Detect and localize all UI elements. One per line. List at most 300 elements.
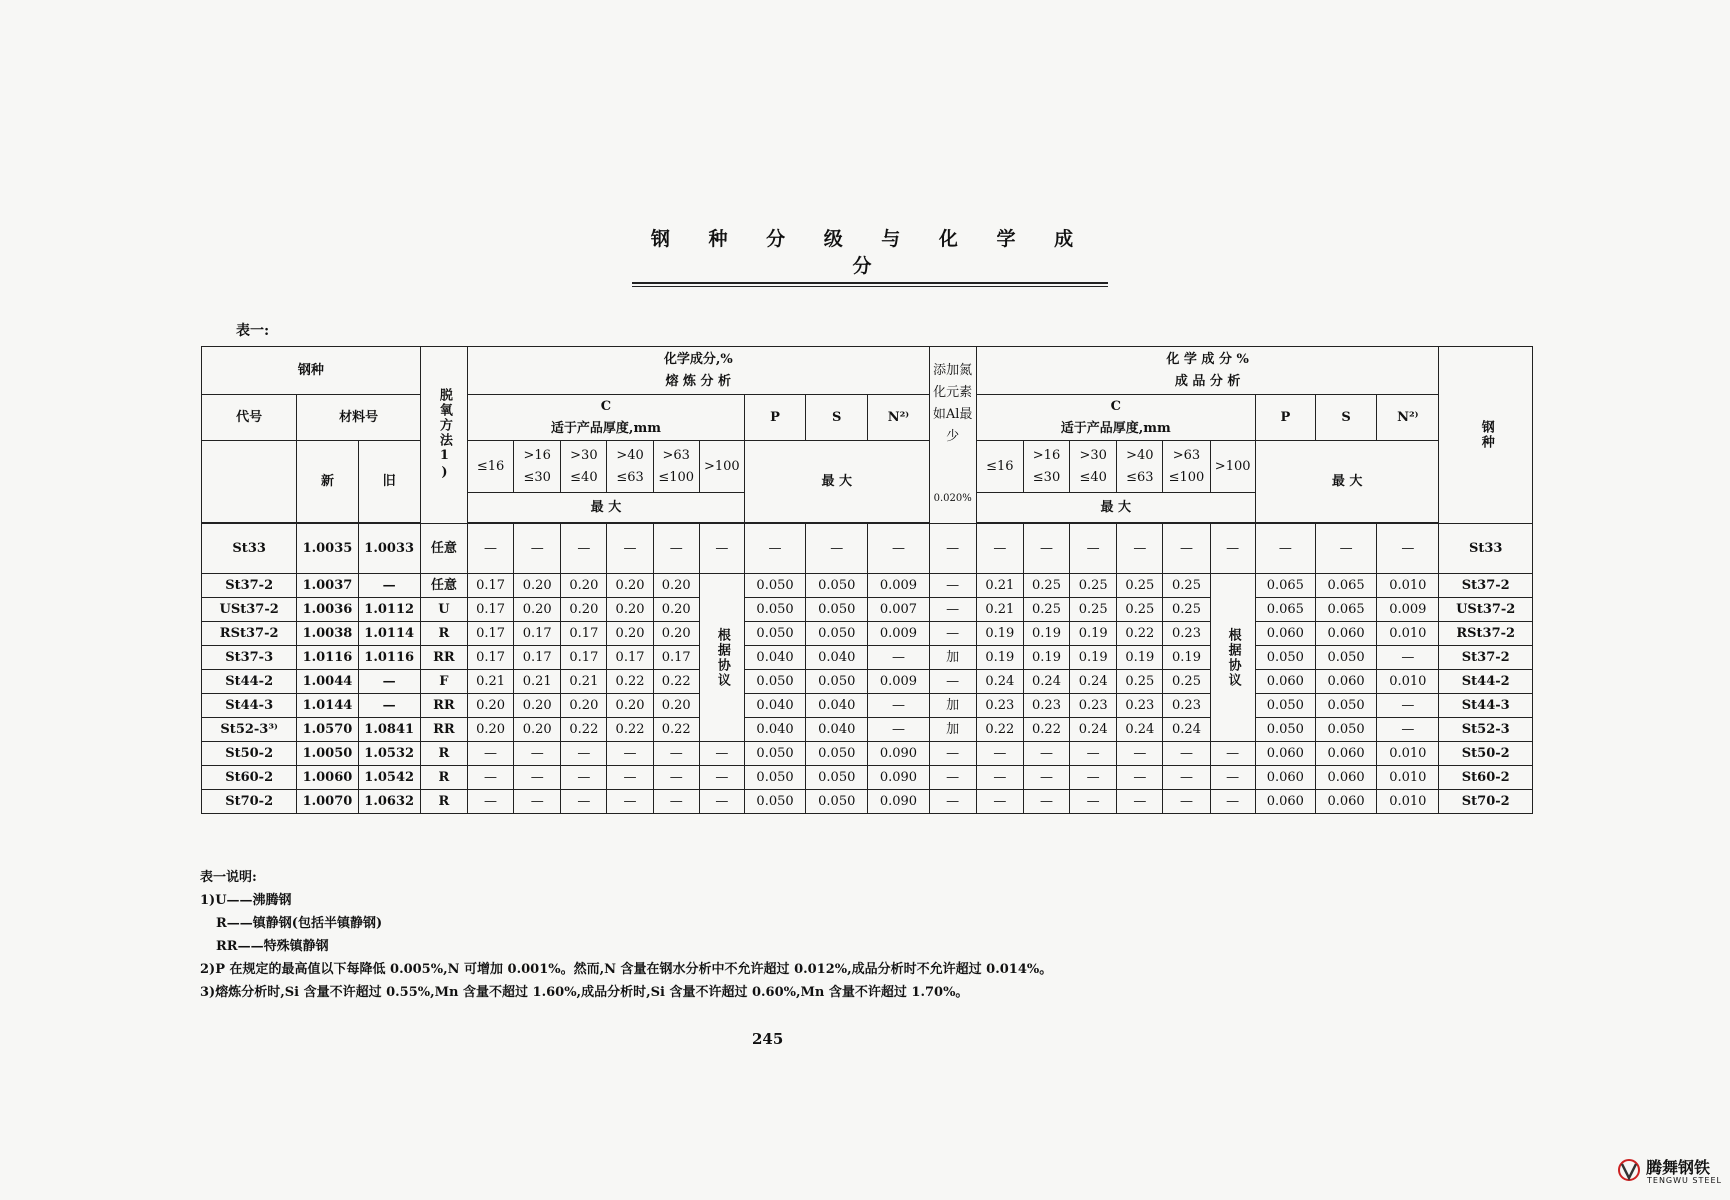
table-row — [202, 670, 1533, 694]
cell-n: — — [868, 694, 929, 718]
cell-c-melt: 0.20 — [514, 694, 561, 718]
cell-c-melt: — — [607, 790, 653, 814]
p-thick-range-4-b: ≤100 — [1168, 469, 1205, 485]
p-thick-range-2-b: ≤40 — [1079, 469, 1107, 485]
cell-c-melt: 0.21 — [561, 670, 607, 694]
cell-material-new: 1.0035 — [297, 524, 358, 574]
header-p-product: P — [1255, 395, 1315, 441]
cell-s: 0.050 — [806, 742, 868, 766]
cell-c-product: 0.24 — [1070, 670, 1117, 694]
cell-s: 0.040 — [806, 646, 868, 670]
header-steel-right: 钢种 — [1439, 347, 1533, 524]
p-thick-range-3-b: ≤63 — [1126, 469, 1154, 485]
cell-p: 0.050 — [744, 670, 805, 694]
cell-c-product: 0.25 — [1070, 574, 1117, 598]
header-material-no: 材料号 — [297, 395, 420, 441]
cell-s: 0.050 — [806, 790, 868, 814]
cell-material-new: 1.0070 — [297, 790, 358, 814]
p-thick-range-4 — [1163, 441, 1210, 493]
table-row — [202, 766, 1533, 790]
cell-n: 0.009 — [868, 574, 929, 598]
cell-c-product: 0.24 — [1163, 718, 1210, 742]
header-c-melt — [467, 395, 744, 441]
cell-c-product: — — [1117, 766, 1163, 790]
cell-p-product: 0.050 — [1255, 646, 1315, 670]
cell-n-product: 0.010 — [1377, 622, 1439, 646]
cell-deox: F — [420, 670, 467, 694]
header-new: 新 — [297, 441, 358, 523]
table-row — [202, 742, 1533, 766]
cell-c-product: 0.19 — [1070, 622, 1117, 646]
cell-c-product: 0.23 — [1163, 694, 1210, 718]
cell-c-melt: 0.20 — [561, 574, 607, 598]
cell-c-product: — — [976, 766, 1023, 790]
cell-c-melt: 0.20 — [607, 598, 653, 622]
cell-c-melt: 0.20 — [653, 622, 699, 646]
cell-n-product: 0.010 — [1377, 790, 1439, 814]
cell-c-melt: 0.17 — [561, 646, 607, 670]
cell-c-melt: — — [467, 790, 513, 814]
cell-c-product: — — [976, 524, 1023, 574]
cell-s: 0.050 — [806, 670, 868, 694]
cell-nitride: — — [929, 766, 976, 790]
cell-material-old: 1.0841 — [358, 718, 420, 742]
cell-n: 0.009 — [868, 622, 929, 646]
header-code: 代号 — [202, 395, 297, 441]
cell-p: 0.050 — [744, 742, 805, 766]
cell-s: — — [806, 524, 868, 574]
cell-material-new: 1.0050 — [297, 742, 358, 766]
cell-c-melt: — — [561, 742, 607, 766]
cell-p-product: 0.065 — [1255, 574, 1315, 598]
table-caption: 表一: — [236, 323, 270, 339]
cell-c-product: — — [1023, 524, 1069, 574]
cell-c-melt: 0.20 — [653, 574, 699, 598]
cell-s-product: 0.065 — [1315, 574, 1376, 598]
cell-p-product: 0.050 — [1255, 694, 1315, 718]
cell-c-product: — — [1117, 790, 1163, 814]
cell-c-product: — — [1117, 742, 1163, 766]
cell-c-product: 0.24 — [976, 670, 1023, 694]
cell-c-melt: 0.17 — [607, 646, 653, 670]
cell-c-melt: — — [514, 742, 561, 766]
header-s: S — [806, 395, 868, 441]
cell-c-product: 0.19 — [976, 622, 1023, 646]
cell-c-melt: — — [699, 524, 744, 574]
cell-n: 0.009 — [868, 670, 929, 694]
cell-p: 0.050 — [744, 622, 805, 646]
cell-steel-name: St33 — [1439, 524, 1533, 574]
cell-c-product: 0.19 — [1070, 646, 1117, 670]
cell-steel-name: St52-3 — [1439, 718, 1533, 742]
cell-c-product: — — [1163, 524, 1210, 574]
cell-code: St37-2 — [202, 574, 297, 598]
cell-c-product: 0.25 — [1023, 574, 1069, 598]
thick-range-5 — [699, 441, 744, 493]
cell-c-product: — — [1210, 790, 1255, 814]
cell-n: 0.090 — [868, 742, 929, 766]
steel-composition-table — [201, 346, 1533, 814]
cell-c-product: 0.22 — [1117, 622, 1163, 646]
cell-p-product: 0.060 — [1255, 670, 1315, 694]
cell-material-new: 1.0044 — [297, 670, 358, 694]
cell-material-new: 1.0570 — [297, 718, 358, 742]
header-s-product: S — [1315, 395, 1376, 441]
cell-nitride: — — [929, 790, 976, 814]
cell-p: 0.050 — [744, 790, 805, 814]
page-title: 钢 种 分 级 与 化 学 成 分 — [632, 224, 1108, 284]
p-thick-range-5-a: >100 — [1214, 458, 1251, 474]
cell-c-product: 0.21 — [976, 574, 1023, 598]
cell-c-product: 0.24 — [1070, 718, 1117, 742]
thick-range-1-a: >16 — [523, 447, 551, 463]
table-row — [202, 790, 1533, 814]
cell-steel-name: St44-2 — [1439, 670, 1533, 694]
cell-material-old: — — [358, 670, 420, 694]
header-product-analysis: 成 品 分 析 — [1174, 373, 1241, 389]
thick-range-1-b: ≤30 — [523, 469, 551, 485]
cell-c-melt: 0.20 — [514, 718, 561, 742]
header-chem-melt-title: 化学成分,% — [663, 351, 733, 367]
cell-n-product: 0.010 — [1377, 670, 1439, 694]
cell-code: St33 — [202, 524, 297, 574]
header-p: P — [744, 395, 805, 441]
cell-p-product: 0.060 — [1255, 766, 1315, 790]
p-thick-range-3 — [1117, 441, 1163, 493]
cell-s: 0.050 — [806, 622, 868, 646]
cell-c-melt: 0.17 — [467, 574, 513, 598]
cell-c-product: — — [1210, 524, 1255, 574]
table-row — [202, 646, 1533, 670]
cell-c-melt: 0.17 — [514, 622, 561, 646]
cell-s-product: 0.065 — [1315, 598, 1376, 622]
thick-range-3-a: >40 — [616, 447, 644, 463]
note-1-u: 1)U——沸腾钢 — [200, 893, 292, 908]
p-thick-range-1 — [1023, 441, 1069, 493]
cell-c-melt: 0.20 — [561, 694, 607, 718]
cell-c-product: — — [1210, 766, 1255, 790]
cell-s-product: 0.050 — [1315, 646, 1376, 670]
cell-c-melt: 0.20 — [467, 718, 513, 742]
note-1-rr: RR——特殊镇静钢 — [216, 939, 329, 954]
table-notes — [200, 866, 1052, 1004]
cell-s: 0.050 — [806, 574, 868, 598]
cell-n: 0.090 — [868, 790, 929, 814]
cell-p: 0.040 — [744, 694, 805, 718]
cell-n: 0.007 — [868, 598, 929, 622]
cell-c-product: 0.25 — [1117, 574, 1163, 598]
header-thickness: 适于产品厚度,mm — [550, 420, 661, 436]
cell-material-new: 1.0144 — [297, 694, 358, 718]
cell-deox: RR — [420, 646, 467, 670]
header-n-product: N²⁾ — [1377, 395, 1439, 441]
cell-code: USt37-2 — [202, 598, 297, 622]
cell-c-melt: 0.22 — [607, 718, 653, 742]
cell-c-product: 0.25 — [1163, 670, 1210, 694]
cell-s: 0.040 — [806, 694, 868, 718]
cell-s: 0.050 — [806, 766, 868, 790]
cell-c-melt: — — [607, 742, 653, 766]
cell-nitride: 加 — [929, 694, 976, 718]
header-thickness-product: 适于产品厚度,mm — [1060, 420, 1171, 436]
cell-c-melt: 0.20 — [607, 622, 653, 646]
cell-p-product: 0.060 — [1255, 742, 1315, 766]
cell-code: St44-2 — [202, 670, 297, 694]
cell-c-melt: — — [653, 524, 699, 574]
cell-code: St37-3 — [202, 646, 297, 670]
cell-s: 0.040 — [806, 718, 868, 742]
cell-c-product: — — [1070, 524, 1117, 574]
cell-code: St52-3³⁾ — [202, 718, 297, 742]
cell-material-old: 1.0116 — [358, 646, 420, 670]
cell-steel-name: St37-2 — [1439, 646, 1533, 670]
table-row — [202, 598, 1533, 622]
header-steel: 钢种 — [202, 347, 421, 395]
cell-c-melt: 0.22 — [561, 718, 607, 742]
cell-c-melt: 0.20 — [514, 598, 561, 622]
p-thick-range-3-a: >40 — [1126, 447, 1154, 463]
cell-s-product: 0.060 — [1315, 766, 1376, 790]
cell-c-product: 0.25 — [1163, 574, 1210, 598]
cell-code: St70-2 — [202, 790, 297, 814]
table-row — [202, 574, 1533, 598]
cell-c-melt: — — [699, 766, 744, 790]
table-row — [202, 622, 1533, 646]
cell-c-melt: 0.20 — [514, 574, 561, 598]
p-thick-range-2-a: >30 — [1079, 447, 1107, 463]
header-old: 旧 — [358, 441, 420, 523]
cell-s: 0.050 — [806, 598, 868, 622]
cell-c-melt: 0.17 — [653, 646, 699, 670]
note-3: 3)熔炼分析时,Si 含量不许超过 0.55%,Mn 含量不超过 1.60%,成品分析时,Si 含量不许超过 0.60%,Mn 含量不许超过 1.70%。 — [200, 985, 969, 1000]
cell-p-product: 0.065 — [1255, 598, 1315, 622]
header-nitride — [929, 347, 976, 524]
cell-c-product: 0.24 — [1023, 670, 1069, 694]
cell-c-melt: 0.17 — [514, 646, 561, 670]
cell-material-old: — — [358, 574, 420, 598]
cell-deox: R — [420, 622, 467, 646]
cell-p-product: 0.060 — [1255, 622, 1315, 646]
cell-c-melt: 0.21 — [514, 670, 561, 694]
thick-range-5-a: >100 — [703, 458, 740, 474]
cell-c-product: 0.19 — [1163, 646, 1210, 670]
p-thick-range-2 — [1070, 441, 1117, 493]
cell-nitride: — — [929, 524, 976, 574]
cell-c-melt: — — [514, 790, 561, 814]
cell-p: 0.040 — [744, 718, 805, 742]
cell-s-product: — — [1315, 524, 1376, 574]
cell-c-product: 0.19 — [976, 646, 1023, 670]
cell-c-melt: 0.22 — [653, 718, 699, 742]
cell-c-product: 0.22 — [976, 718, 1023, 742]
cell-c-melt: — — [699, 742, 744, 766]
thick-range-2 — [561, 441, 607, 493]
cell-n-product: — — [1377, 718, 1439, 742]
cell-p: — — [744, 524, 805, 574]
header-chem-melt — [467, 347, 929, 395]
cell-n-product: — — [1377, 646, 1439, 670]
cell-material-old: 1.0033 — [358, 524, 420, 574]
p-thick-range-0-a: ≤16 — [986, 458, 1014, 474]
cell-deox: 任意 — [420, 524, 467, 574]
cell-s-product: 0.060 — [1315, 670, 1376, 694]
table-row — [202, 524, 1533, 574]
cell-c-product: 0.25 — [1070, 598, 1117, 622]
thick-range-1 — [514, 441, 561, 493]
header-nitride-value: 0.020% — [933, 493, 972, 504]
cell-c-product: 0.23 — [1117, 694, 1163, 718]
cell-material-new: 1.0116 — [297, 646, 358, 670]
cell-steel-name: St37-2 — [1439, 574, 1533, 598]
cell-material-old: 1.0112 — [358, 598, 420, 622]
cell-c-melt: — — [607, 766, 653, 790]
cell-n-product: 0.010 — [1377, 742, 1439, 766]
cell-material-old: 1.0114 — [358, 622, 420, 646]
cell-c-melt: — — [561, 766, 607, 790]
cell-c-melt: 0.20 — [561, 598, 607, 622]
cell-s-product: 0.060 — [1315, 790, 1376, 814]
cell-c-product: 0.19 — [1023, 622, 1069, 646]
cell-p: 0.050 — [744, 766, 805, 790]
cell-c-melt: — — [653, 790, 699, 814]
cell-code: St50-2 — [202, 742, 297, 766]
cell-c-product: 0.23 — [1070, 694, 1117, 718]
cell-c-melt: — — [467, 766, 513, 790]
cell-material-new: 1.0037 — [297, 574, 358, 598]
note-1-r: R——镇静钢(包括半镇静钢) — [216, 916, 383, 931]
cell-agreement-product: 根据协议 — [1210, 574, 1255, 742]
header-psn-max: 最 大 — [744, 441, 929, 523]
cell-c-melt: 0.17 — [561, 622, 607, 646]
cell-c-melt: 0.20 — [607, 574, 653, 598]
cell-c-melt: — — [514, 524, 561, 574]
cell-c-product: — — [976, 742, 1023, 766]
cell-deox: R — [420, 742, 467, 766]
cell-c-product: — — [1023, 766, 1069, 790]
cell-c-melt: — — [561, 790, 607, 814]
cell-c-product: — — [1163, 790, 1210, 814]
header-c-label-product: C — [1110, 398, 1121, 414]
cell-deox: RR — [420, 694, 467, 718]
thick-range-0-a: ≤16 — [476, 458, 505, 474]
cell-n-product: 0.010 — [1377, 574, 1439, 598]
cell-agreement-melt: 根据协议 — [699, 574, 744, 742]
cell-material-old: — — [358, 694, 420, 718]
cell-nitride: — — [929, 574, 976, 598]
cell-nitride: — — [929, 670, 976, 694]
cell-c-product: 0.23 — [976, 694, 1023, 718]
page-number: 245 — [752, 1030, 784, 1048]
p-thick-range-5 — [1210, 441, 1255, 493]
cell-n: 0.090 — [868, 766, 929, 790]
cell-code: RSt37-2 — [202, 622, 297, 646]
cell-c-melt: 0.17 — [467, 598, 513, 622]
header-c-label: C — [600, 398, 612, 414]
cell-c-product: 0.25 — [1117, 670, 1163, 694]
cell-material-new: 1.0038 — [297, 622, 358, 646]
cell-c-product: — — [1163, 742, 1210, 766]
cell-nitride: 加 — [929, 718, 976, 742]
cell-n: — — [868, 646, 929, 670]
cell-c-product: — — [1023, 742, 1069, 766]
cell-c-melt: — — [514, 766, 561, 790]
cell-n: — — [868, 524, 929, 574]
cell-material-old: 1.0542 — [358, 766, 420, 790]
cell-deox: RR — [420, 718, 467, 742]
cell-c-product: — — [1070, 790, 1117, 814]
cell-steel-name: St70-2 — [1439, 790, 1533, 814]
cell-deox: R — [420, 766, 467, 790]
tengwu-logo-icon — [1616, 1158, 1642, 1182]
cell-c-product: 0.19 — [1117, 646, 1163, 670]
header-melt-analysis: 熔 炼 分 析 — [665, 373, 732, 389]
thick-range-0 — [467, 441, 513, 493]
header-code-empty — [202, 441, 297, 523]
cell-c-melt: 0.17 — [467, 646, 513, 670]
cell-c-product: 0.25 — [1023, 598, 1069, 622]
cell-c-melt: — — [467, 742, 513, 766]
header-chem-product — [976, 347, 1439, 395]
cell-c-product: 0.19 — [1023, 646, 1069, 670]
watermark-name: 腾舞钢铁 — [1646, 1158, 1711, 1177]
watermark-logo — [1616, 1154, 1722, 1190]
cell-c-product: 0.23 — [1023, 694, 1069, 718]
cell-material-new: 1.0060 — [297, 766, 358, 790]
cell-s-product: 0.050 — [1315, 718, 1376, 742]
cell-c-melt: 0.22 — [607, 670, 653, 694]
cell-nitride: — — [929, 598, 976, 622]
header-deox-method: 脱氧方法1) — [420, 347, 467, 524]
cell-nitride: — — [929, 622, 976, 646]
cell-p: 0.050 — [744, 598, 805, 622]
cell-n-product: — — [1377, 694, 1439, 718]
p-thick-range-0 — [976, 441, 1023, 493]
cell-n-product: 0.010 — [1377, 766, 1439, 790]
table-header — [202, 347, 1533, 524]
cell-material-old: 1.0632 — [358, 790, 420, 814]
header-product-psn-max: 最 大 — [1255, 441, 1439, 523]
cell-c-melt: — — [561, 524, 607, 574]
header-n: N²⁾ — [868, 395, 929, 441]
cell-c-product: — — [1070, 742, 1117, 766]
cell-c-melt: 0.22 — [653, 670, 699, 694]
cell-c-melt: 0.20 — [467, 694, 513, 718]
cell-s-product: 0.050 — [1315, 694, 1376, 718]
cell-c-melt: — — [467, 524, 513, 574]
note-2: 2)P 在规定的最高值以下每降低 0.005%,N 可增加 0.001%。然而,N 含量在钢水分析中不允许超过 0.012%,成品分析时不允许超过 0.014%。 — [200, 962, 1053, 977]
notes-heading: 表一说明: — [200, 870, 257, 885]
cell-material-old: 1.0532 — [358, 742, 420, 766]
cell-p: 0.040 — [744, 646, 805, 670]
p-thick-range-1-b: ≤30 — [1032, 469, 1061, 485]
cell-n-product: — — [1377, 524, 1439, 574]
header-chem-product-title: 化 学 成 分 % — [1166, 351, 1249, 367]
table-row — [202, 694, 1533, 718]
cell-steel-name: St50-2 — [1439, 742, 1533, 766]
cell-c-product: 0.24 — [1117, 718, 1163, 742]
thick-range-2-b: ≤40 — [570, 469, 598, 485]
p-thick-range-4-a: >63 — [1172, 447, 1201, 463]
cell-c-product: 0.21 — [976, 598, 1023, 622]
cell-steel-name: St60-2 — [1439, 766, 1533, 790]
table-body — [202, 524, 1533, 814]
cell-c-product: — — [1117, 524, 1163, 574]
thick-range-4-a: >63 — [662, 447, 690, 463]
cell-c-melt: — — [607, 524, 653, 574]
header-nitride-text: 添加氮化元素如Al最少 — [932, 363, 973, 444]
cell-deox: 任意 — [420, 574, 467, 598]
cell-c-melt: 0.20 — [653, 598, 699, 622]
